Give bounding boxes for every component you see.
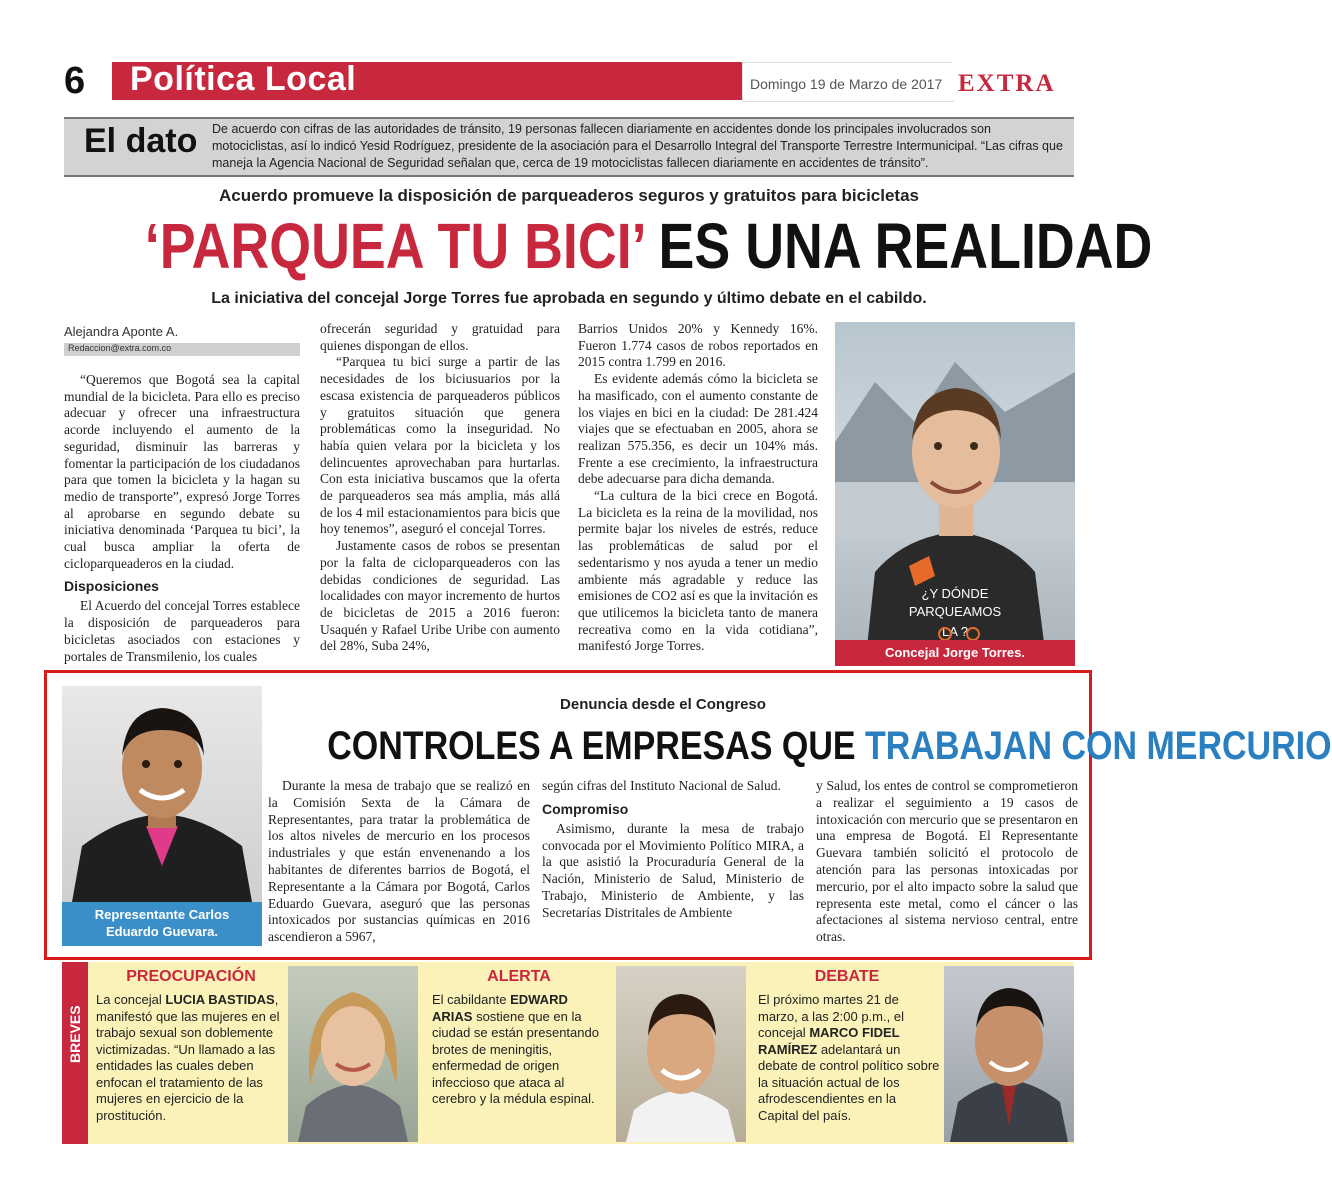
- newspaper-logo: EXTRA: [958, 70, 1056, 97]
- page-number: 6: [64, 60, 86, 102]
- brief-text-bastidas: [96, 992, 286, 1124]
- subhead-compromiso: Compromiso: [542, 800, 629, 817]
- byline-author: Alejandra Aponte A.: [64, 324, 179, 339]
- article-column-3: [578, 321, 818, 655]
- article-column-1: [64, 372, 300, 665]
- paragraph: Justamente casos de robos se presentan por la falta de cicloparqueaderos con las debidas condiciones de seguridad. Las localidades con mayor incremento de hurtos de bicicletas de 2015 a 2016 fueron: Usaquén y Rafael Uribe Uribe con aumento del 28%, Suba 24%,: [320, 538, 560, 654]
- brief-name: LUCIA BASTIDAS: [165, 992, 275, 1007]
- shirt-text-1: ¿Y DÓNDE: [921, 586, 989, 601]
- brief-body: , manifestó que las mujeres en el trabajo sexual son doblemente victimizadas. “Un llamado a las entidades las cuales deben enfocan el tratamiento de las mujeres en ejercicio de la prostitución.: [96, 992, 280, 1123]
- paragraph: Barrios Unidos 20% y Kennedy 16%. Fueron 1.774 casos de robos reportados en 2015 contra 1.799 en 2016.: [578, 321, 818, 370]
- shirt-text-2: PARQUEAMOS: [908, 604, 1002, 619]
- subhead-disposiciones: Disposiciones: [64, 578, 159, 595]
- article-headline: [144, 208, 1153, 284]
- brief-title-debate: DEBATE: [814, 968, 880, 985]
- article-kicker: Acuerdo promueve la disposición de parqueaderos seguros y gratuitos para bicicletas: [218, 186, 920, 205]
- brief-text-arias: [432, 992, 610, 1108]
- breves-label: BREVES: [67, 1005, 83, 1063]
- brief-pre: La concejal: [96, 992, 166, 1007]
- portrait-illustration: [62, 686, 262, 902]
- paragraph: según cifras del Instituto Nacional de Salud.: [542, 778, 781, 793]
- denuncia-column-2: [542, 778, 804, 922]
- brief-title-preocupacion: PREOCUPACIÓN: [126, 968, 256, 985]
- photo-jorge-torres: [835, 322, 1075, 666]
- denuncia-headline: [327, 718, 1332, 774]
- brief-pre: El cabildante: [432, 992, 511, 1007]
- paragraph: Asimismo, durante la mesa de trabajo convocada por el Movimiento Político MIRA, a la que asistió la Procuraduría General de la Nación, Ministerio de Salud, Ministerio de Trabajo, Ministerio de Ambiente, y las Secretarías Distritales de Ambiente: [542, 820, 804, 920]
- section-title: Política Local: [130, 60, 357, 98]
- paragraph: “Queremos que Bogotá sea la capital mundial de la bicicleta. Para ello es preciso adecuar y ofrecer una infraestructura acorde incluyendo el aumento de la seguridad, disminuir las barreras y fomentar la participación de los ciudadanos para que tomen la bicicleta y la hagan su medio de transporte”, expresó Jorge Torres al aprobarse en segundo debate su iniciativa denominada ‘Parquea tu bici’, la cual busca ampliar la oferta de cicloparqueaderos en la ciudad.: [64, 372, 300, 571]
- paragraph: ofrecerán seguridad y gratuidad para quienes dispongan de ellos.: [320, 321, 560, 353]
- brief-name: EDWARD ARIAS: [432, 992, 568, 1024]
- publication-date: Domingo 19 de Marzo de 2017: [750, 76, 943, 92]
- headline-red-part: ‘PARQUEA TU BICI’: [144, 210, 644, 282]
- brief-body: sostiene que en la ciudad se están presentando brotes de meningitis, enfermedad de origen infeccioso que ataca al cerebro y la médula espinal.: [432, 1008, 599, 1106]
- paragraph: Durante la mesa de trabajo que se realizó en la Comisión Sexta de la Cámara de Representantes, para tratar la problemática de los altos niveles de mercurio en los procesos industriales y que están envenenando a los habitantes de diferentes barrios de Bogotá, el Representante a la Cámara por Bogotá, Carlos Eduardo Guevara, aseguró que las personas intoxicados por sustancias químicas en 2016 ascendieron a 5967,: [268, 778, 530, 945]
- portrait-illustration: [835, 322, 1075, 666]
- brief-text-ramirez: [758, 992, 940, 1124]
- brief-pre: El próximo martes 21 de marzo, a las 2:00 p.m., el concejal: [758, 992, 904, 1040]
- photo-caption-guevara: [62, 906, 262, 940]
- dato-text: De acuerdo con cifras de las autoridades de tránsito, 19 personas fallecen diariamente en accidentes donde los principales involucrados son motociclistas, así lo indicó Yesid Rodríguez, presidente de la asociación para el Desarrollo Integral del Transporte Terrestre Intermunicipal. “Las cifras que maneja la Agencia Nacional de Seguridad señalan que, cerca de 19 motociclistas fallecen diariamente en accidentes de tránsito”.: [212, 122, 1063, 170]
- brief-name: MARCO FIDEL RAMÍREZ: [758, 1025, 900, 1057]
- photo-carlos-guevara: [62, 686, 262, 902]
- caption-line-2: Eduardo Guevara.: [106, 924, 218, 939]
- paragraph: “Parquea tu bici surge a partir de las necesidades de los biciusuarios por la escasa existencia de parqueaderos públicos y gratuitos situación que genera problemáticas como la inseguridad. No había quien velara por la bicicleta y los delincuentes aprovechaban para hurtarlas. Con esta iniciativa buscamos que la oferta de parqueaderos sea más amplia, más allá de los 4 mil estacionamientos para bicis que hoy tenemos”, aseguró el concejal Torres.: [320, 354, 560, 537]
- caption-line-1: Representante Carlos: [94, 907, 230, 922]
- headline-blue-part: TRABAJAN CON MERCURIO: [865, 724, 1332, 768]
- brief-body: adelantará un debate de control político sobre la situación actual de los afrodescendientes en la Capital del país.: [758, 1041, 940, 1123]
- article-deck: La iniciativa del concejal Jorge Torres fue aprobada en segundo y último debate en el cabildo.: [211, 290, 927, 307]
- photo-marco-fidel-ramirez: [944, 966, 1074, 1142]
- denuncia-column-3: [816, 778, 1078, 946]
- shirt-text-3: LA ?: [941, 624, 969, 639]
- headline-black-part: CONTROLES A EMPRESAS QUE: [327, 724, 866, 768]
- paragraph: El Acuerdo del concejal Torres establece la disposición de parqueaderos para bicicletas asociados con estaciones y portales de Transmilenio, los cuales: [64, 598, 300, 664]
- photo-lucia-bastidas: [288, 966, 418, 1142]
- paragraph: Es evidente además cómo la bicicleta se ha masificado, con el aumento constante de los viajes en bici en la ciudad: De 281.424 viajes que se efectuaban en 2005, ahora se realizan 575.356, es decir un 104% más. Frente a ese crecimiento, la infraestructura debe adecuarse para dicha demanda.: [578, 371, 818, 487]
- brief-title-alerta: ALERTA: [487, 968, 551, 985]
- paragraph: y Salud, los entes de control se comprometieron a realizar el seguimiento a 19 casos de intoxicación con mercurio que se presentaron en una empresa de Bogotá. El Representante Guevara también solicitó el protocolo de atención para las personas intoxicadas por mercurio, por el alto impacto sobre la salud que representa este metal, como el cáncer o las afectaciones al sistema nervioso central, entre otras.: [816, 778, 1078, 945]
- dato-label: El dato: [84, 122, 198, 160]
- denuncia-column-1: [268, 778, 530, 946]
- byline-email: Redaccion@extra.com.co: [68, 343, 172, 353]
- photo-edward-arias: [616, 966, 746, 1142]
- headline-black-part: ES UNA REALIDAD: [643, 210, 1153, 282]
- denuncia-kicker: Denuncia desde el Congreso: [560, 696, 766, 713]
- paragraph: “La cultura de la bici crece en Bogotá. La bicicleta es la reina de la movilidad, nos permite bajar los niveles de estrés, reduce las problemáticas de salud por el sedentarismo y nos ayuda a tener un medio ambiente más agradable y reduce las emisiones de CO2 así es que la invitación es que utilicemos la bicicleta tanto de manera recreativa como en la vida cotidiana”, manifestó Jorge Torres.: [578, 488, 818, 654]
- article-column-2: [320, 321, 560, 655]
- photo-caption-torres: Concejal Jorge Torres.: [885, 645, 1025, 660]
